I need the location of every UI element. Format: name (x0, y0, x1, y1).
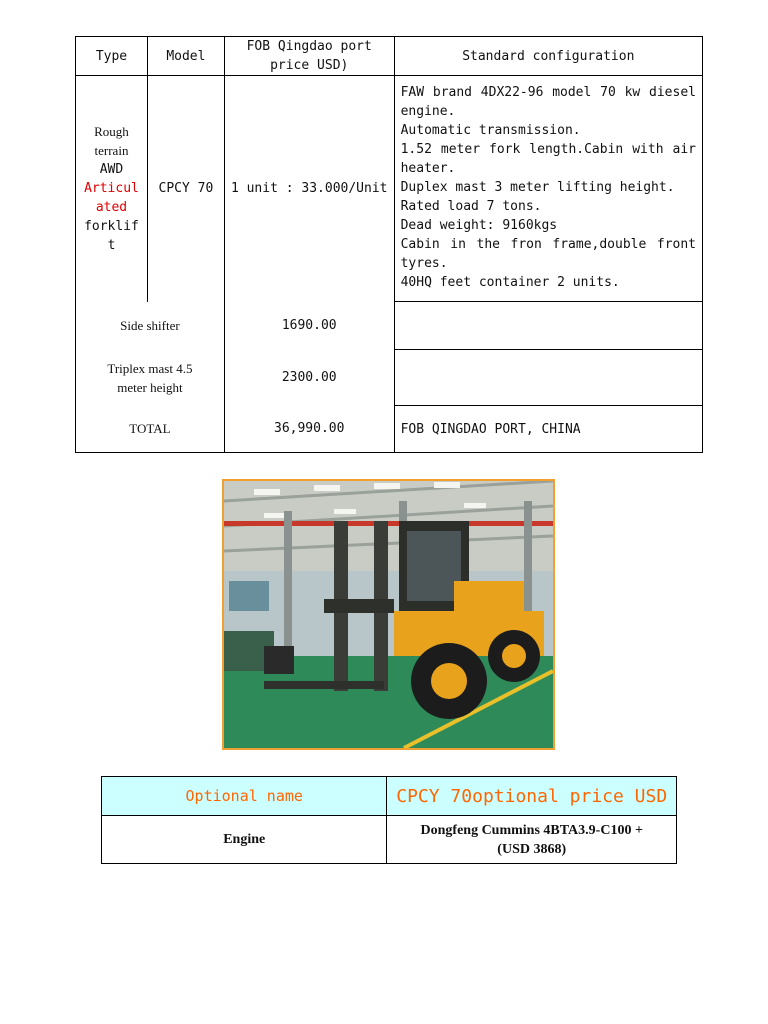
type-line: t (107, 238, 116, 254)
model-cell: CPCY 70 (147, 76, 224, 302)
option-price-side-shifter: 1690.00 (224, 302, 394, 350)
optional-price-header: CPCY 70optional price USD (387, 777, 677, 816)
option-name-side-shifter: Side shifter (76, 302, 225, 350)
forklift-photo (222, 479, 555, 750)
type-line: terrain (94, 143, 129, 159)
header-price: FOB Qingdao port price USD) (224, 37, 394, 76)
option-price-triplex-mast: 2300.00 (224, 350, 394, 406)
config-line: Dead weight: 9160kgs (400, 218, 558, 233)
config-line: 1.52 meter fork length.Cabin with air heater. (400, 142, 696, 176)
unit-price-cell: 1 unit : 33.000/Unit (224, 76, 394, 302)
header-config: Standard configuration (394, 37, 702, 76)
option-note-triplex-mast (394, 350, 702, 406)
optional-price-table (101, 776, 677, 864)
optional-item-name: Engine (102, 816, 387, 864)
header-type: Type (76, 37, 148, 76)
type-line: forklif (84, 219, 139, 235)
option-name-triplex-text: Triplex mast 4.5 meter height (107, 360, 193, 395)
total-price: 36,990.00 (224, 406, 394, 453)
config-line: Duplex mast 3 meter lifting height. (400, 180, 675, 195)
standard-config-cell (394, 76, 702, 302)
option-note-side-shifter (394, 302, 702, 350)
config-line: Rated load 7 tons. (400, 199, 542, 214)
config-line: FAW brand 4DX22-96 model 70 kw diesel engine. (400, 85, 696, 119)
forklift-price-table (75, 36, 703, 453)
config-line: 40HQ feet container 2 units. (400, 275, 620, 290)
type-line-highlight: ated (95, 200, 128, 216)
type-line: Rough (94, 124, 129, 140)
option-name-triplex-mast (76, 350, 225, 406)
type-line-highlight: Articul (84, 181, 139, 197)
header-model: Model (147, 37, 224, 76)
type-cell (76, 76, 148, 302)
total-note: FOB QINGDAO PORT, CHINA (394, 406, 702, 453)
forklift-illustration (224, 481, 553, 748)
optional-item-value (387, 816, 677, 864)
total-label: TOTAL (76, 406, 225, 453)
optional-item-value-line: (USD 3868) (497, 841, 567, 857)
config-line: Cabin in the fron frame,double front tyres. (400, 237, 696, 271)
optional-name-header: Optional name (102, 777, 387, 816)
config-line: Automatic transmission. (400, 123, 581, 138)
type-line: AWD (99, 162, 124, 178)
optional-item-value-line: Dongfeng Cummins 4BTA3.9-C100 + (420, 822, 643, 838)
